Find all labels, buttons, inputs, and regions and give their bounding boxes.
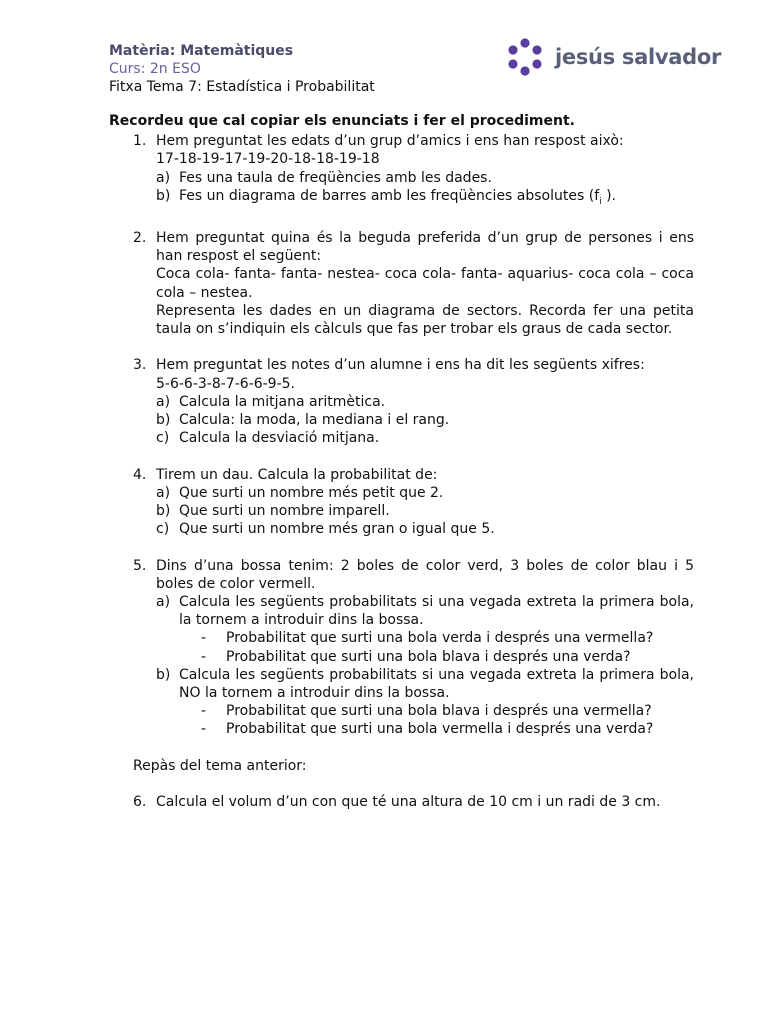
subquestion-text: Calcula: la moda, la mediana i el rang. [179,412,450,429]
subquestion-label: b) [156,503,171,520]
subquestion-a [156,593,694,629]
bullet-text: Probabilitat que surti una bola blava i després una verda? [226,648,631,665]
question-text: Hem preguntat les notes d’un alumne i ens ha dit les següents xifres: [156,357,645,374]
question-2 [109,229,694,338]
bullet-item [156,629,694,647]
question-4 [109,466,694,539]
question-number: 1. [133,133,147,150]
bullet-dash: - [201,630,207,647]
subquestion-b [156,502,694,520]
subquestion-text: Que surti un nombre imparell. [179,503,390,520]
subquestion-label: c) [156,521,170,538]
bullet-dash: - [201,721,207,738]
subquestion-text: Calcula les següents probabilitats si una vegada extreta la primera bola, NO la tornem a introduir dins la bossa. [179,666,694,702]
subquestion-text-end: ). [601,187,617,204]
question-text: Calcula el volum d’un con que té una altura de 10 cm i un radi de 3 cm. [156,794,661,811]
review-heading: Repàs del tema anterior: [133,757,307,774]
school-logo [505,38,721,76]
bullet-item [156,648,694,666]
bullet-dash: - [201,648,207,665]
subquestion-b [156,187,694,211]
subquestion-label: b) [156,412,171,429]
subquestion-label: a) [156,594,171,611]
document-header [109,42,375,96]
subquestion-label: b) [156,666,171,683]
subquestion-text: Que surti un nombre més gran o igual que 5. [179,521,495,538]
question-6 [109,793,694,811]
subquestion-a [156,169,694,187]
subquestion-text: Calcula les següents probabilitats si una vegada extreta la primera bola, la tornem a introduir dins la bossa. [179,594,694,629]
subject-line: Matèria: Matemàtiques [109,43,294,59]
question-5 [109,557,694,739]
subquestion-text: Calcula la mitjana aritmètica. [179,393,386,410]
question-text-2: Representa les dades en un diagrama de sectors. Recorda fer una petita taula on s’indiquin els càlculs que fas per trobar els graus de cada sector. [156,302,694,338]
question-text: Tirem un dau. Calcula la probabilitat de: [156,466,438,483]
flower-logo-icon [505,38,545,76]
question-3 [109,356,694,447]
question-number: 3. [133,357,147,374]
subquestion-b [156,411,694,429]
bullet-text: Probabilitat que surti una bola blava i després una vermella? [226,703,652,720]
subquestion-a [156,393,694,411]
question-text: Dins d’una bossa tenim: 2 boles de color verd, 3 boles de color blau i 5 boles de color vermell. [156,557,694,592]
question-number: 4. [133,466,147,483]
question-text: Hem preguntat quina és la beguda preferida d’un grup de persones i ens han respost el següent: [156,230,694,265]
bullet-text: Probabilitat que surti una bola verda i després una vermella? [226,630,654,647]
question-data: Coca cola- fanta- fanta- nestea- coca cola- fanta- aquarius- coca cola – coca cola – nestea. [156,266,694,301]
subquestion-b [156,666,694,702]
bullet-text: Probabilitat que surti una bola vermella i després una verda? [226,721,654,738]
bullet-item [156,720,694,738]
sheet-title: Fitxa Tema 7: Estadística i Probabilitat [109,79,375,95]
subquestion-text: Fes una taula de freqüències amb les dades. [179,169,492,186]
question-data: 17-18-19-17-19-20-18-18-19-18 [156,151,380,168]
bullet-dash: - [201,703,207,720]
question-data: 5-6-6-3-8-7-6-6-9-5. [156,375,295,392]
subquestion-label: a) [156,484,171,501]
bullet-item [156,702,694,720]
subquestion-a [156,484,694,502]
subquestion-text: Calcula la desviació mitjana. [179,430,380,447]
subquestion-label: c) [156,430,170,447]
subquestion-text: Que surti un nombre més petit que 2. [179,484,444,501]
subquestion-text: Fes un diagrama de barres amb les freqüències absolutes (f [179,187,600,204]
course-line: Curs: 2n ESO [109,61,201,77]
question-number: 6. [133,794,147,811]
question-1 [109,132,694,211]
subquestion-c [156,520,694,538]
subquestion-label: a) [156,393,171,410]
subquestion-label: a) [156,169,171,186]
subquestion-c [156,429,694,447]
logo-wordmark: jesús salvador [555,45,722,69]
question-text: Hem preguntat les edats d’un grup d’amics i ens han respost això: [156,133,624,150]
worksheet-body [109,112,694,811]
question-number: 2. [133,230,147,246]
subscript-i: i [599,196,602,207]
question-number: 5. [133,557,147,574]
subquestion-label: b) [156,187,171,204]
instructions: Recordeu que cal copiar els enunciats i fer el procediment. [109,113,575,129]
